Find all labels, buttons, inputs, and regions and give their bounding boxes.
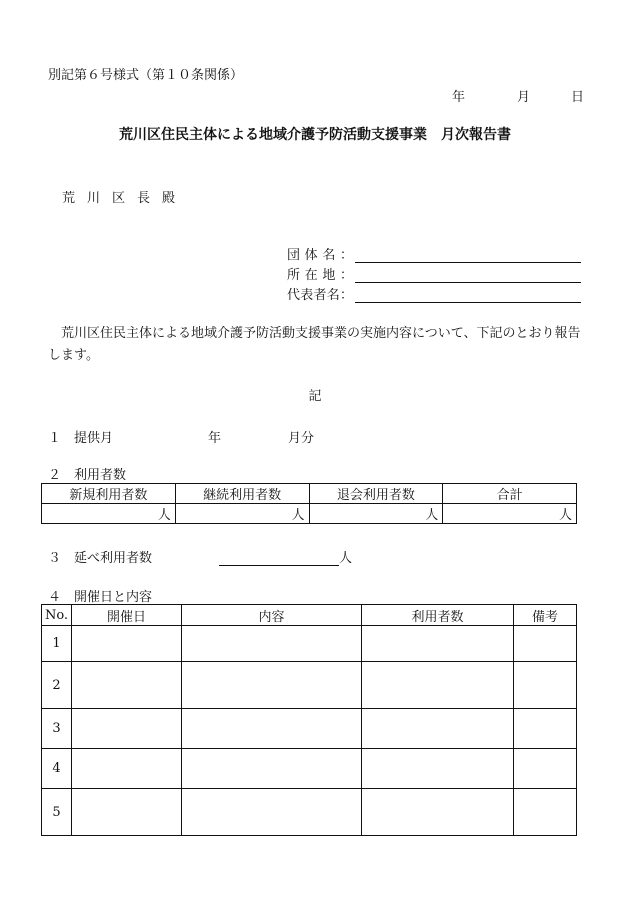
address-label: 所在地：: [287, 268, 353, 283]
new-users-header: 新規利用者数: [42, 484, 176, 504]
date-day-label: 日: [571, 90, 585, 105]
table-row: [42, 709, 577, 749]
section4-label: 開催日と内容: [74, 590, 153, 605]
date-cell[interactable]: [72, 789, 182, 836]
remarks-cell[interactable]: [514, 662, 577, 709]
date-year-label: 年: [452, 90, 466, 105]
users-cell[interactable]: [362, 662, 514, 709]
row-number: 4: [42, 749, 72, 789]
section2-label: 利用者数: [74, 468, 127, 483]
withdrawn-users-header: 退会利用者数: [309, 484, 443, 504]
row-number: 2: [42, 662, 72, 709]
users-cell[interactable]: [362, 749, 514, 789]
date-cell[interactable]: [72, 709, 182, 749]
section2-number: ２: [48, 468, 62, 483]
row-number: 5: [42, 789, 72, 836]
section1-year: 年: [208, 431, 222, 446]
document-title: 荒川区住民主体による地域介護予防活動支援事業 月次報告書: [119, 127, 511, 143]
representative-line[interactable]: [355, 289, 581, 303]
table-row: [42, 662, 577, 709]
date-cell[interactable]: [72, 626, 182, 662]
content-cell[interactable]: [182, 626, 362, 662]
new-users-cell[interactable]: 人: [42, 504, 176, 524]
remarks-header: 備考: [514, 605, 577, 626]
date-header: 開催日: [72, 605, 182, 626]
total-user-days-field[interactable]: [219, 547, 352, 566]
continuing-users-cell[interactable]: 人: [175, 504, 309, 524]
sessions-table: [41, 604, 577, 836]
content-header: 内容: [182, 605, 362, 626]
users-header: 利用者数: [362, 605, 514, 626]
content-cell[interactable]: [182, 789, 362, 836]
remarks-cell[interactable]: [514, 626, 577, 662]
date-month-label: 月: [517, 90, 531, 105]
table-row: [42, 749, 577, 789]
remarks-cell[interactable]: [514, 709, 577, 749]
row-number: 3: [42, 709, 72, 749]
content-cell[interactable]: [182, 709, 362, 749]
section1-month-suffix: 月分: [288, 431, 315, 446]
total-users-cell[interactable]: 人: [443, 504, 577, 524]
content-cell[interactable]: [182, 749, 362, 789]
ki-label: 記: [308, 389, 322, 404]
continuing-users-header: 継続利用者数: [175, 484, 309, 504]
group-name-field[interactable]: [287, 245, 581, 263]
users-cell[interactable]: [362, 709, 514, 749]
section3-number: ３: [48, 551, 62, 566]
section1-number: １: [48, 431, 62, 446]
users-cell[interactable]: [362, 789, 514, 836]
row-number: 1: [42, 626, 72, 662]
total-user-days-unit: 人: [339, 551, 353, 566]
remarks-cell[interactable]: [514, 749, 577, 789]
content-cell[interactable]: [182, 662, 362, 709]
total-users-header: 合計: [443, 484, 577, 504]
remarks-cell[interactable]: [514, 789, 577, 836]
representative-field[interactable]: [287, 285, 581, 303]
user-count-table: [41, 483, 577, 524]
date-cell[interactable]: [72, 662, 182, 709]
section4-number: ４: [48, 590, 62, 605]
group-name-line[interactable]: [355, 249, 581, 263]
users-cell[interactable]: [362, 626, 514, 662]
section3-label: 延べ利用者数: [74, 551, 153, 566]
group-name-label: 団体名：: [287, 248, 353, 263]
total-user-days-line[interactable]: [219, 551, 339, 566]
address-field[interactable]: [287, 265, 581, 283]
table-row: [42, 789, 577, 836]
recipient: 荒川区長殿: [62, 191, 188, 206]
form-label: 別記第６号様式（第１０条関係）: [48, 68, 244, 83]
no-header: No.: [42, 605, 72, 626]
representative-label: 代表者名：: [287, 288, 353, 303]
withdrawn-users-cell[interactable]: 人: [309, 504, 443, 524]
date-cell[interactable]: [72, 749, 182, 789]
body-text: 荒川区住民主体による地域介護予防活動支援事業の実施内容について、下記のとおり報告します。: [48, 326, 581, 363]
table-row: [42, 626, 577, 662]
section1-label: 提供月: [74, 431, 114, 446]
address-line[interactable]: [355, 269, 581, 283]
